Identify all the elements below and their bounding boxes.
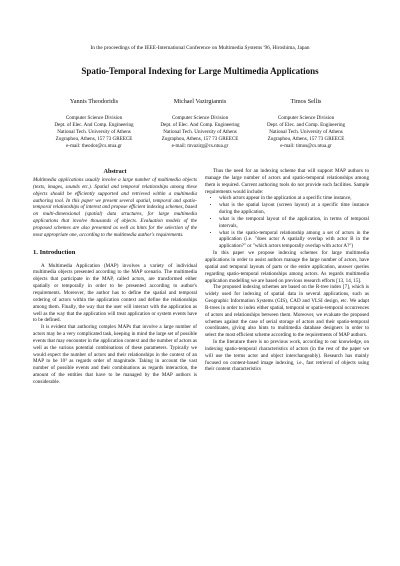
intro-paragraph-5: The proposed indexing schemes are based on the R-tree index [7], which is widely used for indexing of spatial data in several applications, such as Geographic Information Systems (GIS), CAD and VLSI design, etc. We adapt R-trees in order to index either spatial, temporal or spatio-temporal occurrences of actors and relationships between them. Moreover, we evaluate the proposed schemes against the case of serial storage of actors and their spatio-temporal coordinates, giving also hints to multimedia database designers in order to select the most efficient scheme according to the requirements of MAP authors.: [205, 284, 369, 339]
list-item: • what is the temporal layout of the application, in terms of temporal intervals,: [219, 216, 369, 230]
abstract-text: Multimedia applications usually involve a large number of multimedia objects (texts, images, sounds etc.). Spatial and temporal relationships among these objects should be efficiently supported and retrieved within a multimedia authoring tool. In this paper we present several spatial, temporal and spatio-temporal relationships of interest and propose efficient indexing schemes, based on multi-dimensional (spatial) data structures, for large multimedia applications that involve thousands of objects. Evaluation models of the proposed schemes are also presented as well as hints for the selection of the most appropriate one, according to the multimedia author's requirements.: [33, 177, 197, 238]
intro-paragraph-4: In this paper we propose indexing schemes for large multimedia applications in order to assist authors manage the large number of actors, have spatial and temporal layouts of parts or the entire application, answer queries regarding spatio-temporal relationships among actors. As regards multimedia application modelling we are based on previous research efforts [13, 14, 15].: [205, 250, 369, 284]
author-name: Yannis Theodoridis: [69, 98, 119, 105]
section-heading: 1. Introduction: [33, 248, 76, 256]
intro-paragraph-2: It is evident that authoring complex MAPs that involve a large number of actors may be a very complicated task, keeping in mind the large set of possible events that may encounter in the application context and the number of actors as well as the various potential combinations of these parameters. Typically we would expect the number of actors and their relationships in the context of an MAP to be 10³ as regards order of magnitude. Taking in account the vast number of possible events and their combinations as regards interaction, the amount of the entities that have to be managed by the MAP authors is considerable.: [33, 324, 197, 385]
affiliation-line: National Tech. University of Athens: [269, 128, 343, 135]
list-item: • what is the spatial layout (screen layout) at a specific time instance during the application,: [219, 202, 369, 216]
intro-paragraph-3: Thus the need for an indexing scheme that will support MAP authors to manage the large number of actors and spatio-temporal relationships among them is required. Current authoring tools do not provide such facilities. Sample requirements would include:: [205, 168, 369, 195]
intro-paragraph-6: In the literature there is no previous work, according to our knowledge, on indexing spatio-temporal characteristics of actors (in the rest of the paper we will use the terms actor and object interchangeably). Research has mainly focused on content-based image indexing, i.e., fast retrieval of objects using their content characteristics: [205, 339, 369, 373]
author-3: [254, 98, 358, 150]
affiliation-line: Computer Science Division: [171, 115, 229, 121]
requirements-list: [205, 195, 369, 250]
affiliation-line: Zographou, Athens, 157 73 GREECE: [267, 135, 345, 142]
affiliation-line: Dept. of Elec. And Comp. Engineering: [54, 121, 134, 128]
author-email: e-mail: mvazirg@cs.ntua.gr: [171, 142, 229, 149]
affiliation-line: Zographou, Athens, 157 73 GREECE: [161, 135, 239, 142]
abstract-heading: Abstract: [103, 168, 127, 175]
affiliation-line: National Tech. University of Athens: [163, 128, 237, 135]
paper-title: Spatio-Temporal Indexing for Large Multimedia Applications: [81, 66, 319, 76]
list-item: • which actors appear in the application at a specific time instance,: [219, 195, 369, 202]
author-name: Michael Vazirgiannis: [173, 98, 227, 105]
left-column: [33, 168, 197, 386]
author-2: [148, 98, 252, 150]
author-name: Timos Sellis: [290, 98, 322, 105]
right-column: [205, 168, 369, 373]
author-email: e-mail: timos@cs.ntua.gr: [280, 142, 332, 149]
list-item: • what is the spatio-temporal relationship among a set of actors in the application (i.e. "does actor A spatially overlap with actor B in the application?" or "which actors temporally overlap with actor A?"): [219, 230, 369, 251]
affiliation-line: National Tech. University of Athens: [57, 128, 131, 135]
affiliation-line: Dept. of Elec. And Comp. Engineering: [160, 121, 240, 128]
author-1: [42, 98, 146, 150]
affiliation-line: Computer Science Division: [277, 115, 335, 121]
affiliation-line: Zographou, Athens, 157 73 GREECE: [55, 135, 133, 142]
intro-paragraph-1: A Multimedia Application (MAP) involves a variety of individual multimedia objects presented according to the MAP scenario. The multimedia objects that participate in the MAP, called actors, are transformed either spatially or temporally in order to be presented according to author's requirements. Moreover, the author has to define the spatial and temporal ordering of actors within the application context and define the relationships among them. Finally, the way that the user will interact with the application as well as the way that the application will treat application or system events have to be defined.: [33, 262, 197, 324]
author-email: e-mail: theodor@cs.ntua.gr: [66, 142, 122, 149]
proceedings-header: In the proceedings of the IEEE-International Conference on Multimedia Systems '96, Hiroshima, Japan: [90, 45, 310, 51]
author-block: [42, 98, 358, 150]
affiliation-line: Computer Science Division: [65, 115, 123, 121]
affiliation-line: Dept. of Elec. and Comp. Engineering: [266, 121, 346, 128]
